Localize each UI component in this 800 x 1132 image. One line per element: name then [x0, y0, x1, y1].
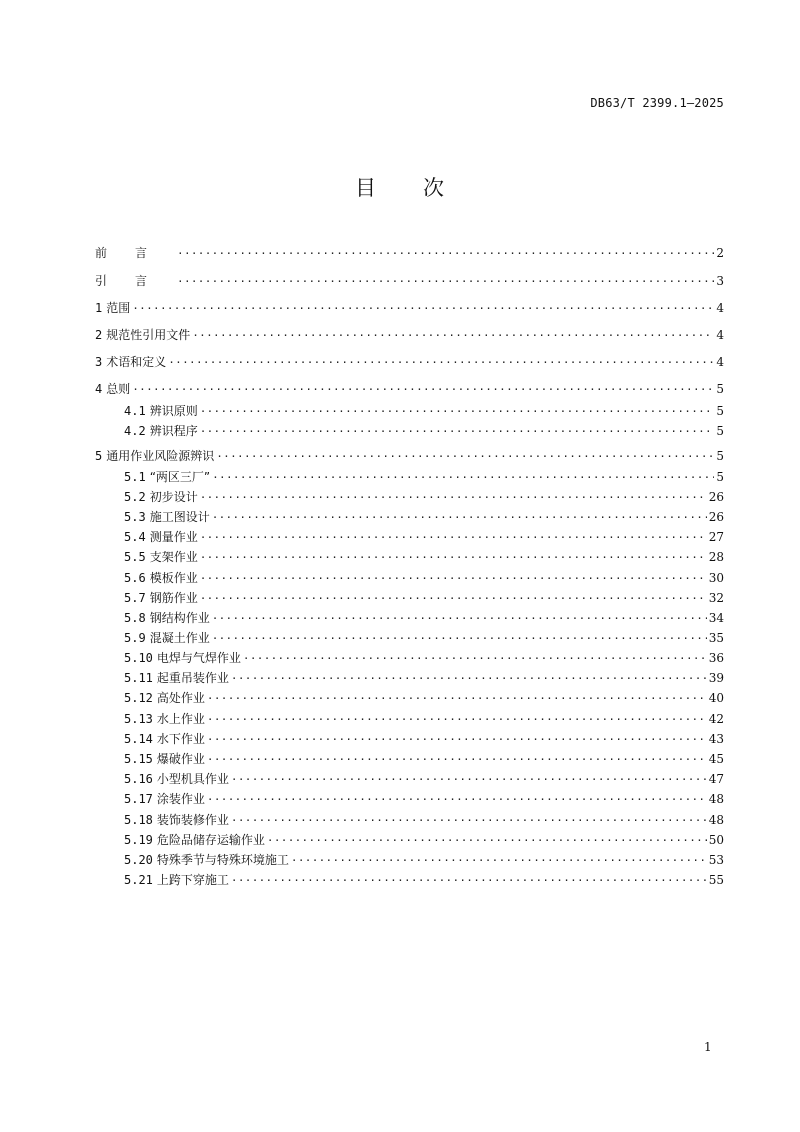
toc-entry[interactable]	[124, 830, 724, 848]
toc-entry-title: 水下作业	[156, 732, 205, 746]
toc-dot-leader	[212, 608, 707, 624]
toc-entry-number: 1	[95, 301, 103, 315]
toc-entry-label	[124, 529, 198, 545]
toc-entry-title: 起重吊装作业	[156, 671, 229, 685]
toc-entry-number: 5.8	[124, 611, 146, 625]
toc-entry-number: 5.19	[124, 833, 153, 847]
toc-entry-label	[124, 711, 205, 727]
toc-entry-label	[124, 791, 205, 807]
toc-entry[interactable]	[124, 668, 724, 686]
toc-entry-number: 3	[95, 355, 103, 369]
toc-entry[interactable]	[124, 487, 724, 505]
toc-entry[interactable]	[124, 749, 724, 767]
toc-dot-leader	[207, 789, 707, 805]
toc-entry[interactable]	[124, 588, 724, 606]
toc-entry[interactable]	[95, 446, 724, 464]
toc-entry-page: 5	[716, 424, 724, 438]
toc-entry[interactable]	[124, 628, 724, 646]
toc-entry[interactable]	[124, 870, 724, 888]
toc-dot-leader	[207, 709, 707, 725]
toc-entry-number: 5.7	[124, 591, 146, 605]
toc-entry-title: 危险品储存运输作业	[156, 833, 265, 847]
toc-entry-page: 48	[708, 813, 724, 827]
toc-entry-page: 30	[708, 571, 724, 585]
toc-entry[interactable]	[124, 648, 724, 666]
toc-entry-title: 模板作业	[149, 571, 198, 585]
toc-entry-title: 小型机具作业	[156, 772, 229, 786]
toc-dot-leader	[243, 648, 707, 664]
toc-entry-page: 42	[708, 712, 724, 726]
toc-dot-leader	[200, 588, 707, 604]
toc-entry-number: 5	[95, 449, 103, 463]
toc-entry[interactable]	[124, 729, 724, 747]
toc-entry[interactable]	[124, 709, 724, 727]
toc-entry-label	[124, 872, 229, 888]
toc-entry-page: 43	[708, 732, 724, 746]
toc-dot-leader	[231, 870, 707, 886]
toc-dot-leader	[216, 446, 714, 462]
toc-entry-number: 5.14	[124, 732, 153, 746]
toc-entry-title: 初步设计	[149, 490, 198, 504]
toc-entry-number: 4.1	[124, 404, 146, 418]
toc-entry-number: 5.21	[124, 873, 153, 887]
toc-entry-title: 混凝土作业	[149, 631, 210, 645]
toc-entry-number: 5.2	[124, 490, 146, 504]
toc-entry-page: 47	[708, 772, 724, 786]
toc-entry-title: 高处作业	[156, 691, 205, 705]
toc-dot-leader	[231, 668, 707, 684]
toc-entry-page: 48	[708, 792, 724, 806]
footer-page-number: 1	[704, 1040, 712, 1054]
toc-entry-page: 35	[708, 631, 724, 645]
page-title-right: 次	[423, 176, 445, 200]
toc-entry[interactable]	[124, 507, 724, 525]
toc-entry-page: 27	[708, 530, 724, 544]
toc-entry-title: 涂装作业	[156, 792, 205, 806]
toc-dot-leader	[200, 527, 707, 543]
toc-entry-label	[124, 610, 210, 626]
toc-entry-page: 26	[708, 510, 724, 524]
toc-entry-label	[124, 469, 210, 485]
toc-entry-number: 5.16	[124, 772, 153, 786]
toc-entry-title: 支架作业	[149, 550, 198, 564]
toc-entry-label	[124, 630, 210, 646]
toc-entry-number: 4.2	[124, 424, 146, 438]
toc-entry-number: 5.20	[124, 853, 153, 867]
toc-entry-label	[124, 650, 241, 666]
toc-entry-page: 4	[716, 355, 724, 369]
toc-entry-title: 通用作业风险源辨识	[106, 449, 215, 463]
toc-entry-number: 5.3	[124, 510, 146, 524]
toc-entry[interactable]	[124, 568, 724, 586]
toc-entry-title: 总则	[106, 382, 131, 396]
toc-entry[interactable]	[95, 352, 724, 370]
toc-entry-page: 3	[716, 274, 724, 288]
toc-entry[interactable]	[95, 325, 724, 343]
toc-entry-number: 5.5	[124, 550, 146, 564]
toc-dot-leader	[231, 810, 707, 826]
page-title-left: 目	[355, 176, 377, 200]
toc-entry-title: 钢筋作业	[149, 591, 198, 605]
toc-entry-page: 55	[708, 873, 724, 887]
toc-entry-label	[124, 812, 229, 828]
toc-entry-title: 测量作业	[149, 530, 198, 544]
toc-entry-label	[124, 852, 289, 868]
toc-entry-page: 50	[708, 833, 724, 847]
toc-entry-label	[95, 245, 175, 261]
toc-entry[interactable]	[124, 527, 724, 545]
toc-entry-page: 5	[716, 382, 724, 396]
toc-entry-number: 5.17	[124, 792, 153, 806]
toc-entry-title: 电焊与气焊作业	[156, 651, 241, 665]
toc-entry-title: 引言	[95, 274, 176, 288]
toc-entry[interactable]	[124, 850, 724, 868]
toc-entry-page: 34	[708, 611, 724, 625]
toc-entry[interactable]	[124, 789, 724, 807]
toc-dot-leader	[267, 830, 707, 846]
toc-entry-label	[95, 273, 175, 289]
toc-dot-leader	[177, 271, 714, 287]
toc-entry-page: 39	[708, 671, 724, 685]
toc-entry[interactable]	[95, 379, 724, 397]
toc-entry-title: 施工图设计	[149, 510, 210, 524]
toc-entry-page: 40	[708, 691, 724, 705]
toc-entry-number: 5.15	[124, 752, 153, 766]
toc-entry-number: 5.6	[124, 571, 146, 585]
toc-entry-page: 5	[716, 449, 724, 463]
toc-entry-number: 2	[95, 328, 103, 342]
toc-dot-leader	[200, 401, 715, 417]
toc-entry-title: “两区三厂”	[149, 470, 211, 484]
toc-entry-label	[124, 731, 205, 747]
toc-entry-label	[124, 570, 198, 586]
toc-entry[interactable]	[124, 401, 724, 419]
toc-entry[interactable]	[124, 467, 724, 485]
toc-entry-number: 5.11	[124, 671, 153, 685]
toc-entry-title: 装饰装修作业	[156, 813, 229, 827]
toc-entry-label	[124, 832, 265, 848]
toc-entry-title: 上跨下穿施工	[156, 873, 229, 887]
toc-dot-leader	[212, 467, 714, 483]
toc-entry-label	[124, 751, 205, 767]
toc-dot-leader	[132, 379, 714, 395]
toc-entry-label	[95, 300, 130, 316]
toc-entry-title: 钢结构作业	[149, 611, 210, 625]
toc-entry-number: 5.4	[124, 530, 146, 544]
toc-dot-leader	[132, 298, 714, 314]
toc-entry-page: 26	[708, 490, 724, 504]
toc-dot-leader	[212, 507, 707, 523]
toc-entry[interactable]	[124, 688, 724, 706]
toc-entry-number: 5.13	[124, 712, 153, 726]
toc-entry-title: 辨识原则	[149, 404, 198, 418]
toc-entry-label	[124, 403, 198, 419]
toc-entry-label	[124, 771, 229, 787]
toc-entry-number: 4	[95, 382, 103, 396]
toc-entry-page: 5	[716, 470, 724, 484]
toc-dot-leader	[231, 769, 707, 785]
toc-entry[interactable]	[124, 608, 724, 626]
toc-entry-number: 5.18	[124, 813, 153, 827]
page-title	[0, 172, 800, 202]
toc-entry-number: 5.10	[124, 651, 153, 665]
toc-entry-page: 53	[708, 853, 724, 867]
toc-dot-leader	[207, 749, 707, 765]
toc-dot-leader	[200, 421, 715, 437]
toc-entry-title: 范围	[106, 301, 131, 315]
toc-entry-page: 32	[708, 591, 724, 605]
toc-dot-leader	[177, 243, 714, 259]
toc-entry-page: 4	[716, 301, 724, 315]
toc-entry-page: 36	[708, 651, 724, 665]
toc-entry-title: 前言	[95, 246, 176, 260]
toc-entry[interactable]	[95, 271, 724, 289]
toc-entry-title: 爆破作业	[156, 752, 205, 766]
toc-entry[interactable]	[124, 810, 724, 828]
toc-entry-page: 28	[708, 550, 724, 564]
toc-dot-leader	[200, 568, 707, 584]
toc-entry-label	[124, 489, 198, 505]
toc-entry-label	[124, 423, 198, 439]
toc-entry[interactable]	[95, 243, 724, 261]
toc-entry[interactable]	[124, 547, 724, 565]
toc-dot-leader	[192, 325, 714, 341]
toc-entry-label	[124, 690, 205, 706]
toc-entry[interactable]	[124, 421, 724, 439]
toc-entry-page: 45	[708, 752, 724, 766]
toc-dot-leader	[168, 352, 714, 368]
toc-entry-label	[95, 327, 190, 343]
toc-dot-leader	[212, 628, 707, 644]
toc-entry-label	[95, 381, 130, 397]
toc-entry-label	[124, 509, 210, 525]
toc-dot-leader	[207, 729, 707, 745]
toc-entry-title: 辨识程序	[149, 424, 198, 438]
toc-dot-leader	[200, 547, 707, 563]
toc-entry-label	[124, 549, 198, 565]
toc-dot-leader	[207, 688, 707, 704]
toc-entry-number: 5.1	[124, 470, 146, 484]
toc-entry-label	[95, 448, 214, 464]
toc-entry-page: 2	[716, 246, 724, 260]
toc-entry-title: 水上作业	[156, 712, 205, 726]
toc-entry-page: 5	[716, 404, 724, 418]
toc-entry-number: 5.12	[124, 691, 153, 705]
toc-entry[interactable]	[95, 298, 724, 316]
toc-entry-label	[124, 590, 198, 606]
toc-entry-title: 特殊季节与特殊环境施工	[156, 853, 289, 867]
toc-entry-page: 4	[716, 328, 724, 342]
toc-dot-leader	[200, 487, 707, 503]
toc-entry[interactable]	[124, 769, 724, 787]
toc-entry-title: 术语和定义	[106, 355, 167, 369]
toc-dot-leader	[291, 850, 707, 866]
toc-entry-title: 规范性引用文件	[106, 328, 191, 342]
document-code: DB63/T 2399.1—2025	[590, 96, 724, 110]
toc-entry-label	[95, 354, 166, 370]
toc-entry-label	[124, 670, 229, 686]
toc-entry-number: 5.9	[124, 631, 146, 645]
